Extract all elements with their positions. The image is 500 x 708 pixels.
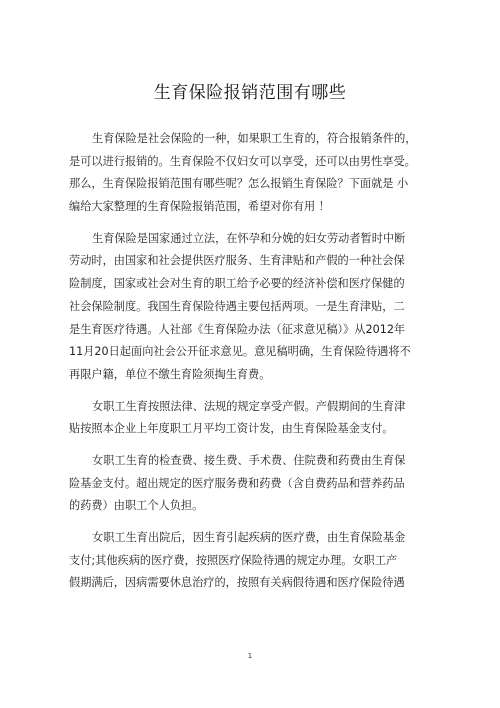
text-line: 编给大家整理的生育保险报销范围，希望对你有用 ！ — [69, 200, 330, 214]
text-line: 再限户籍，单位不缴生育险须掏生育费。 — [69, 367, 271, 381]
text-line: 社会保险制度。我国生育保险待遇主要包括两项。一是生育津贴，二 — [69, 299, 405, 313]
text-line: 是可以进行报销的。生育保险不仅妇女可以享受，还可以由男性享受。 — [69, 154, 416, 168]
text-line: 贴按照本企业上年度职工月平均工资计发，由生育保险基金支付。 — [69, 422, 394, 436]
paragraph — [69, 450, 429, 518]
text-line: 生育保险是社会保险的一种，如果职工生育的，符合报销条件的， — [92, 132, 417, 145]
paragraph — [69, 228, 429, 387]
text-line: 女职工生育按照法律、法规的规定享受产假。产假期间的生育津 — [92, 399, 406, 413]
text-line: 生育保险是国家通过立法，在怀孕和分娩的妇女劳动者暂时中断 — [92, 231, 406, 245]
paragraph — [69, 396, 429, 441]
document-body — [69, 128, 429, 595]
text-line: 是生育医疗待遇。人社部《生育保险办法（征求意见稿）》从2012年 — [69, 322, 406, 336]
text-line: 支付;其他疾病的医疗费，按照医疗保险待遇的规定办理。女职工产 — [69, 553, 398, 567]
text-line: 女职工生育出院后，因生育引起疾病的医疗费，由生育保险基金 — [92, 531, 406, 544]
text-line: 假期满后，因病需要休息治疗的，按照有关病假待遇和医疗保险待遇 — [69, 576, 405, 590]
text-line: 劳动时，由国家和社会提供医疗服务、生育津贴和产假的一种社会保 — [69, 254, 405, 268]
document-title: 生育保险报销范围有哪些 — [153, 83, 347, 103]
text-line: 女职工生育的检查费、接生费、手术费、住院费和药费由生育保 — [92, 453, 406, 467]
text-line: 的药费）由职工个人负担。 — [69, 499, 204, 513]
page-number: 1 — [247, 652, 253, 660]
paragraph — [69, 527, 429, 595]
text-line: 11月20日起面向社会公开征求意见。意见稿明确，生育保险待遇将不 — [69, 345, 411, 359]
paragraph — [69, 128, 429, 219]
text-line: 险制度，国家或社会对生育的职工给予必要的经济补偿和医疗保健的 — [69, 277, 405, 291]
text-line: 险基金支付。超出规定的医疗服务费和药费（含自费药品和营养药品 — [69, 476, 405, 490]
text-line: 那么，生育保险报销范围有哪些呢？怎么报销生育保险？下面就是 小 — [69, 177, 409, 191]
